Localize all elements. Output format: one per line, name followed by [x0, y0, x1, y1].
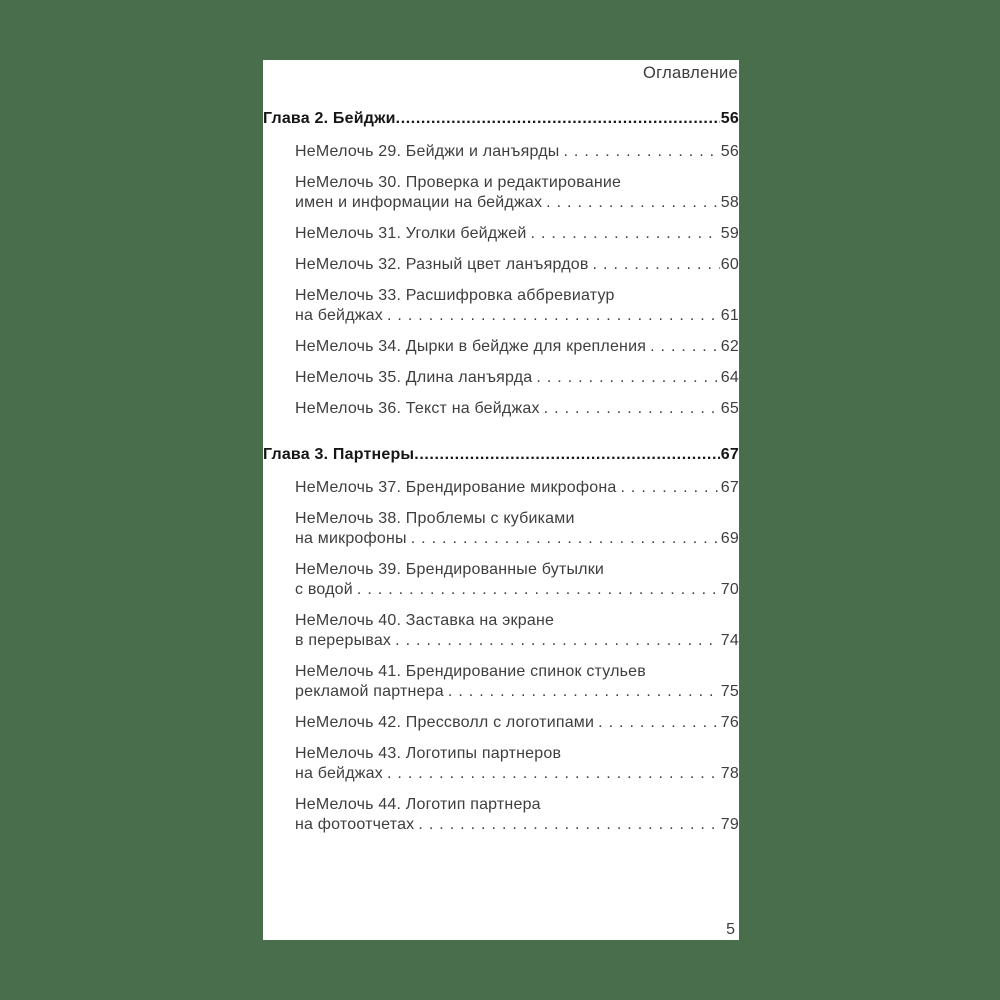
toc-entry-page: 64: [720, 369, 739, 386]
toc-entry-page: 58: [720, 194, 739, 211]
toc-list: [263, 109, 739, 835]
toc-entry-page: 61: [720, 307, 739, 324]
toc-entry-last-line: [295, 224, 739, 244]
dot-leader: [589, 255, 720, 275]
toc-entry-title: рекламой партнера: [295, 683, 444, 700]
toc-entry-last-line: [295, 815, 739, 835]
toc-entry-last-line: [295, 142, 739, 162]
toc-entry-title: на бейджах: [295, 765, 383, 782]
book-page: [263, 60, 739, 940]
toc-chapter-page: 56: [720, 110, 739, 127]
toc-entry: [295, 337, 739, 357]
toc-entry: [295, 173, 739, 213]
toc-entry: [295, 142, 739, 162]
dot-leader: [646, 337, 720, 357]
toc-entry-last-line: [295, 529, 739, 549]
toc-entry-page: 79: [720, 816, 739, 833]
toc-entry-page: 70: [720, 581, 739, 598]
page-title: Оглавление: [643, 64, 738, 82]
toc-entry: [295, 560, 739, 600]
dot-leader: [353, 580, 720, 600]
toc-entry: [295, 611, 739, 651]
toc-entry-last-line: [295, 580, 739, 600]
toc-entry: [295, 255, 739, 275]
toc-entry-page: 69: [720, 530, 739, 547]
toc-entry-title: НеМелочь 35. Длина ланъярда: [295, 369, 533, 386]
dot-leader: [414, 815, 719, 835]
toc-entry-last-line: [295, 682, 739, 702]
toc-entry-page: 74: [720, 632, 739, 649]
toc-entry-last-line: [295, 255, 739, 275]
toc-entry: [295, 478, 739, 498]
toc-entry-title: НеМелочь 31. Уголки бейджей: [295, 225, 527, 242]
toc-entry-line: НеМелочь 40. Заставка на экране: [295, 612, 555, 629]
toc-entry: [295, 368, 739, 388]
dot-leader: [383, 764, 720, 784]
toc-entry-page: 62: [720, 338, 739, 355]
toc-entry-last-line: [295, 478, 739, 498]
toc-chapter-page: 67: [720, 446, 739, 463]
toc-chapter-title: Глава 2. Бейджи: [263, 110, 396, 127]
toc-entry-page: 78: [720, 765, 739, 782]
page-number: 5: [726, 921, 735, 938]
toc-entry-page: 76: [720, 714, 739, 731]
toc-chapter-row: [263, 109, 739, 129]
dot-leader: [532, 368, 719, 388]
dot-leader: [383, 306, 720, 326]
toc-entry-title: на фотоотчетах: [295, 816, 415, 833]
toc-entry-title: НеМелочь 32. Разный цвет ланъярдов: [295, 256, 589, 273]
dot-leader: [594, 713, 720, 733]
dot-leader: [407, 529, 720, 549]
toc-entry-last-line: [295, 368, 739, 388]
toc-entry-line: НеМелочь 41. Брендирование спинок стульев: [295, 663, 646, 680]
toc-entry-line: НеМелочь 30. Проверка и редактирование: [295, 174, 622, 191]
toc-entry: [295, 662, 739, 702]
toc-entry-line: НеМелочь 43. Логотипы партнеров: [295, 745, 562, 762]
toc-entry-title: с водой: [295, 581, 353, 598]
dot-leader: [527, 224, 720, 244]
toc-entry-last-line: [295, 306, 739, 326]
toc-entry: [295, 713, 739, 733]
toc-chapter-row: [263, 445, 739, 465]
dot-leader: [542, 193, 720, 213]
toc-entry-page: 56: [720, 143, 739, 160]
toc-entry-page: 59: [720, 225, 739, 242]
toc-entry: [295, 744, 739, 784]
toc-entry-last-line: [295, 713, 739, 733]
toc-entry-line: НеМелочь 39. Брендированные бутылки: [295, 561, 605, 578]
toc-entry-page: 65: [720, 400, 739, 417]
toc-entry: [295, 224, 739, 244]
toc-entry-title: НеМелочь 34. Дырки в бейдже для крепления: [295, 338, 647, 355]
toc-entry-title: НеМелочь 29. Бейджи и ланъярды: [295, 143, 560, 160]
dot-leader: [444, 682, 720, 702]
toc-entry-last-line: [295, 337, 739, 357]
dot-leader: [559, 142, 719, 162]
toc-entry-last-line: [295, 631, 739, 651]
toc-entry-line: НеМелочь 33. Расшифровка аббревиатур: [295, 287, 615, 304]
toc-entry-title: имен и информации на бейджах: [295, 194, 543, 211]
toc-entry-title: на бейджах: [295, 307, 383, 324]
toc-entry: [295, 795, 739, 835]
toc-entry-page: 67: [720, 479, 739, 496]
dot-leader: [391, 631, 720, 651]
toc-entry-page: 60: [720, 256, 739, 273]
toc-entry-last-line: [295, 764, 739, 784]
toc-entry: [295, 286, 739, 326]
toc-entry: [295, 399, 739, 419]
dot-leader: [616, 478, 719, 498]
toc-entry: [295, 509, 739, 549]
toc-entry-title: НеМелочь 36. Текст на бейджах: [295, 400, 540, 417]
toc-entry-line: НеМелочь 44. Логотип партнера: [295, 796, 541, 813]
toc-entry-title: НеМелочь 37. Брендирование микрофона: [295, 479, 617, 496]
toc-chapter-title: Глава 3. Партнеры: [263, 446, 415, 463]
toc-entry-line: НеМелочь 38. Проблемы с кубиками: [295, 510, 575, 527]
dot-leader: [396, 109, 720, 129]
toc-entry-page: 75: [720, 683, 739, 700]
dot-leader: [540, 399, 720, 419]
toc-entry-title: в перерывах: [295, 632, 392, 649]
toc-entry-title: на микрофоны: [295, 530, 407, 547]
toc-entry-title: НеМелочь 42. Прессволл с логотипами: [295, 714, 595, 731]
toc-entry-last-line: [295, 399, 739, 419]
dot-leader: [414, 445, 720, 465]
toc-entry-last-line: [295, 193, 739, 213]
